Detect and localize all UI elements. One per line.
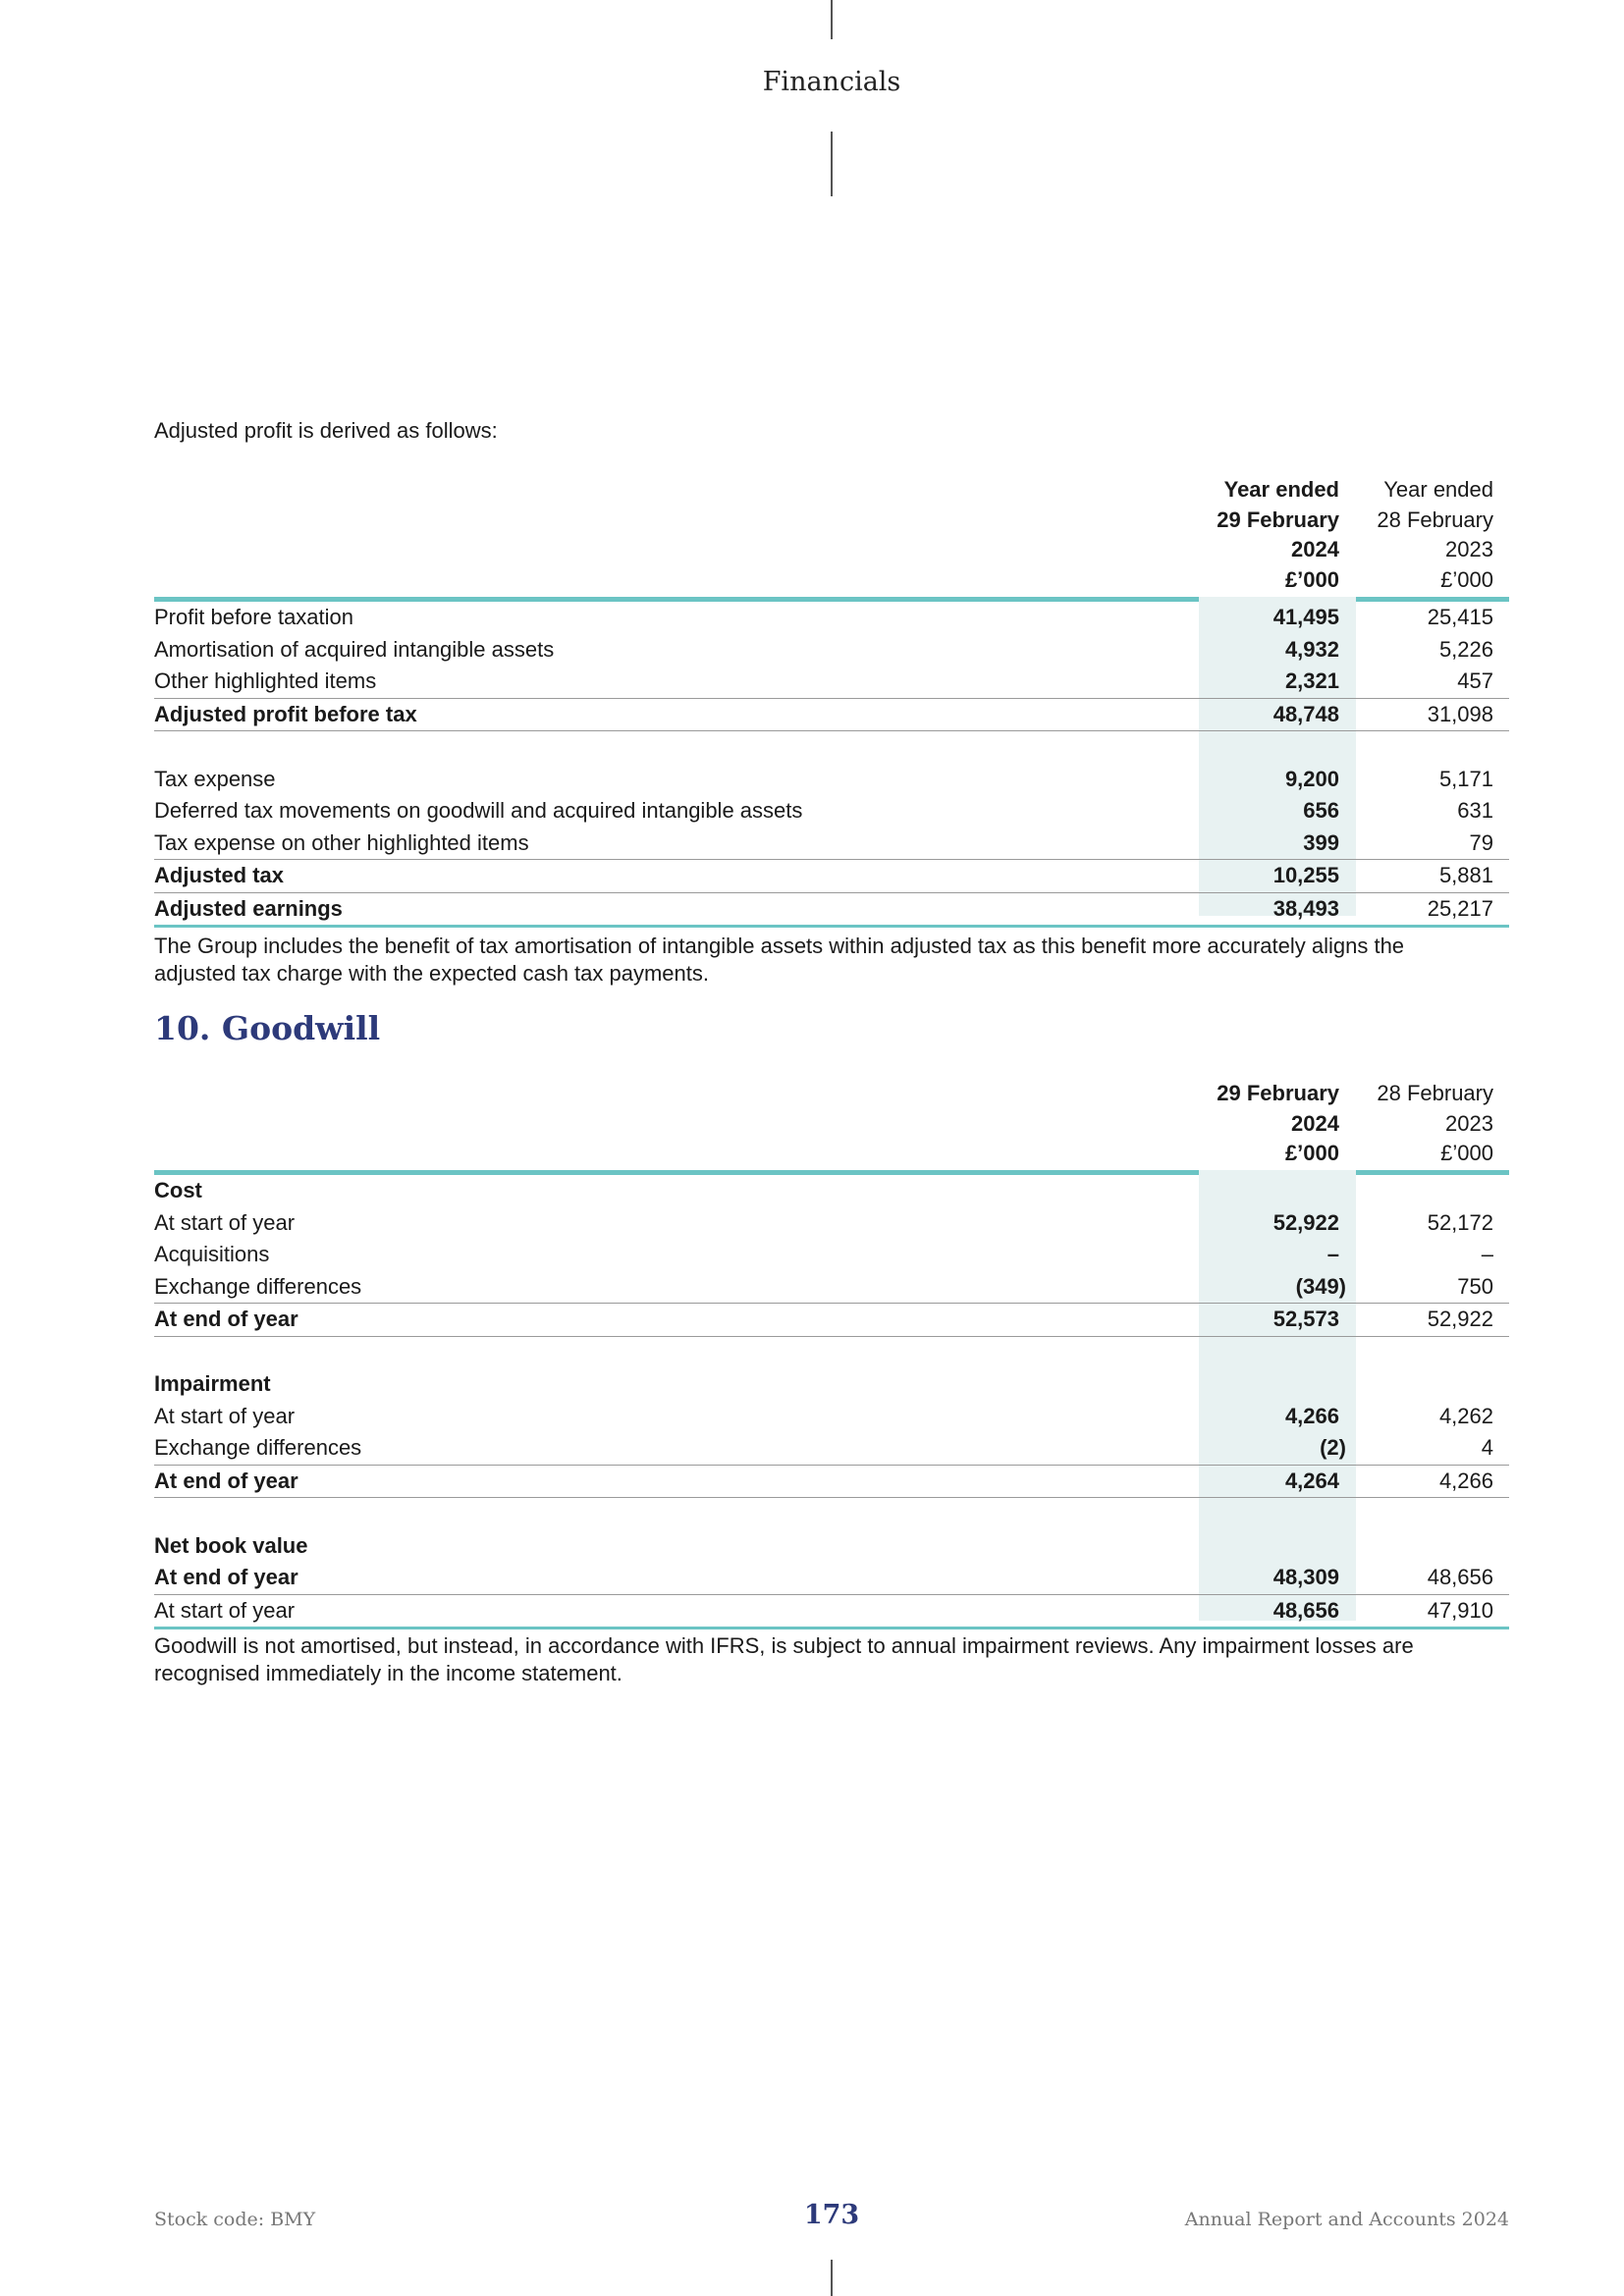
table-header: [154, 1079, 1509, 1170]
adjusted-profit-table: [154, 475, 1509, 928]
table-row: Exchange differences (2) 4: [154, 1435, 1493, 1460]
prior-year-header: Year ended 28 February 2023 £’000: [1377, 477, 1493, 592]
subtotal-row: At end of year 4,264 4,266: [154, 1465, 1509, 1499]
goodwill-note: Goodwill is not amortised, but instead, in accordance with IFRS, is subject to annual impairment reviews. Any impairment losses are recognised immediately in the income statement.: [154, 1633, 1414, 1685]
table-row: Acquisitions – –: [154, 1242, 1493, 1266]
section-label: Financials: [762, 67, 901, 97]
group-heading-row: Net book value: [154, 1532, 308, 1558]
goodwill-table: [154, 1079, 1509, 1629]
group-heading-row: Impairment: [154, 1371, 271, 1396]
total-row: Adjusted earnings 38,493 25,217: [154, 892, 1509, 929]
table-header: [154, 475, 1509, 597]
report-title: Annual Report and Accounts 2024: [1184, 2209, 1509, 2230]
subtotal-row: Adjusted profit before tax 48,748 31,098: [154, 698, 1509, 732]
adjusted-tax-note: The Group includes the benefit of tax amortisation of intangible assets within adjusted tax as this benefit more accurately aligns the adjusted tax charge with the expected cash tax payments.: [154, 934, 1405, 986]
table-row: Tax expense 9,200 5,171: [154, 766, 1493, 791]
table-row: Other highlighted items 2,321 457: [154, 668, 1493, 693]
net-book-value-end-row: At end of year 48,309 48,656: [154, 1565, 1493, 1589]
table-row: Profit before taxation 41,495 25,415: [154, 605, 1493, 629]
prior-year-header: 28 February 2023 £’000: [1377, 1081, 1493, 1165]
intro-text: Adjusted profit is derived as follows:: [154, 418, 498, 443]
table-row: At start of year 52,922 52,172: [154, 1209, 1493, 1235]
stock-code: Stock code: BMY: [154, 2209, 316, 2230]
table-row: Exchange differences (349) 750: [154, 1273, 1493, 1299]
subtotal-row: Adjusted tax 10,255 5,881: [154, 859, 1509, 892]
net-book-value-start-row: At start of year 48,656 47,910: [154, 1594, 1509, 1630]
table-row: Deferred tax movements on goodwill and acquired intangible assets 656 631: [154, 798, 1493, 823]
current-year-header: 29 February 2024 £’000: [1217, 1081, 1339, 1165]
table-row: At start of year 4,266 4,262: [154, 1403, 1493, 1428]
group-heading-row: Cost: [154, 1178, 202, 1202]
section-divider-line: [831, 132, 833, 196]
table-row: Amortisation of acquired intangible assets 4,932 5,226: [154, 636, 1493, 662]
goodwill-heading: 10. Goodwill: [154, 1009, 381, 1047]
page-number: 173: [803, 2200, 860, 2230]
current-year-header: Year ended 29 February 2024 £’000: [1217, 477, 1339, 592]
bottom-divider-line: [831, 2260, 833, 2296]
top-divider-line: [831, 0, 833, 39]
table-row: Tax expense on other highlighted items 399 79: [154, 829, 1493, 855]
subtotal-row: At end of year 52,573 52,922: [154, 1303, 1509, 1337]
